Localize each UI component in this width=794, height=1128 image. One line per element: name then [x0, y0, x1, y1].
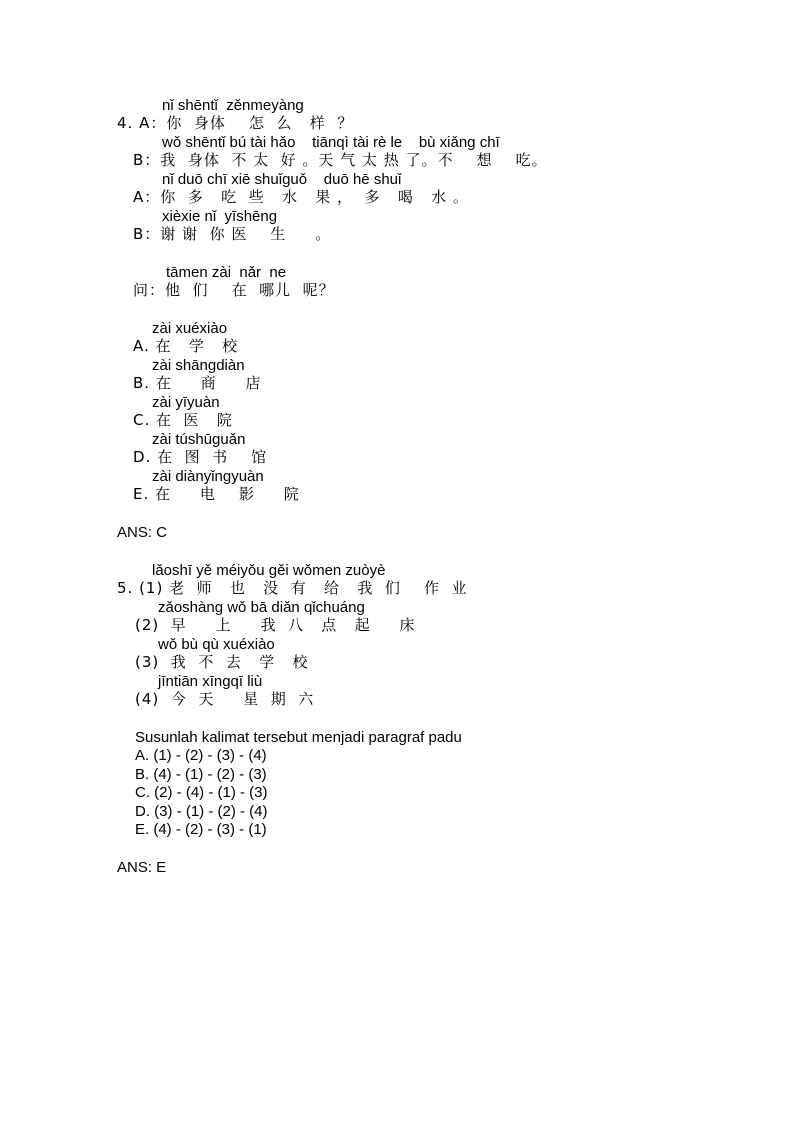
hanzi-line: A：你 多 吃 些 水 果 ， 多 喝 水 。	[133, 188, 469, 206]
hanzi-line: B：谢 谢 你 医 生 。	[133, 225, 332, 243]
instruction-text: Susunlah kalimat tersebut menjadi paragraf padu	[135, 729, 462, 746]
option-d: D. 在 图 书 馆	[133, 448, 268, 466]
pinyin-line: nǐ duō chī xiē shuǐguǒ duō hē shuǐ	[162, 171, 402, 188]
pinyin-line: nǐ shēntǐ zěnmeyàng	[162, 97, 304, 114]
option-b: B. 在 商 店	[133, 374, 262, 392]
pinyin-line: zǎoshàng wǒ bā diǎn qǐchuáng	[158, 599, 365, 616]
hanzi-line: B：我 身体 不 太 好 。天 气 太 热 了。不 想 吃。	[133, 151, 548, 169]
answer-key: ANS: E	[117, 859, 167, 876]
pinyin-line: lǎoshī yě méiyǒu gěi wǒmen zuòyè	[152, 562, 386, 579]
option-pinyin: zài diànyǐngyuàn	[152, 468, 264, 485]
hanzi-line: 4. A：你 身体 怎 么 样 ？	[117, 114, 354, 132]
answer-key: ANS: C	[117, 524, 168, 541]
pinyin-line: wǒ shēntǐ bú tài hǎo tiānqì tài rè le bù xiǎng chī	[162, 134, 500, 151]
option-pinyin: zài túshūguǎn	[152, 431, 246, 448]
sentence-1: 5. (1) 老 师 也 没 有 给 我 们 作 业	[117, 579, 468, 597]
sentence-2: (2) 早 上 我 八 点 起 床	[135, 616, 416, 634]
sentence-4: (4) 今 天 星 期 六	[135, 690, 315, 708]
option-a: A. (1) - (2) - (3) - (4)	[135, 747, 267, 764]
option-d: D. (3) - (1) - (2) - (4)	[135, 803, 268, 820]
option-pinyin: zài xuéxiào	[152, 320, 228, 337]
sentence-3: (3) 我 不 去 学 校	[135, 653, 309, 671]
pinyin-line: jīntiān xīngqī liù	[158, 673, 263, 690]
question-prompt: 问：他 们 在 哪儿 呢？	[133, 281, 335, 299]
option-c: C. (2) - (4) - (1) - (3)	[135, 784, 268, 801]
option-b: B. (4) - (1) - (2) - (3)	[135, 766, 267, 783]
pinyin-line: tāmen zài nǎr ne	[166, 264, 287, 281]
pinyin-line: wǒ bù qù xuéxiào	[158, 636, 275, 653]
option-pinyin: zài yīyuàn	[152, 394, 220, 411]
option-pinyin: zài shāngdiàn	[152, 357, 245, 374]
option-a: A. 在 学 校	[133, 337, 239, 355]
pinyin-line: xièxie nǐ yīshēng	[162, 208, 278, 225]
option-e: E. (4) - (2) - (3) - (1)	[135, 821, 267, 838]
option-e: E. 在 电 影 院	[133, 485, 300, 503]
option-c: C. 在 医 院	[133, 411, 233, 429]
